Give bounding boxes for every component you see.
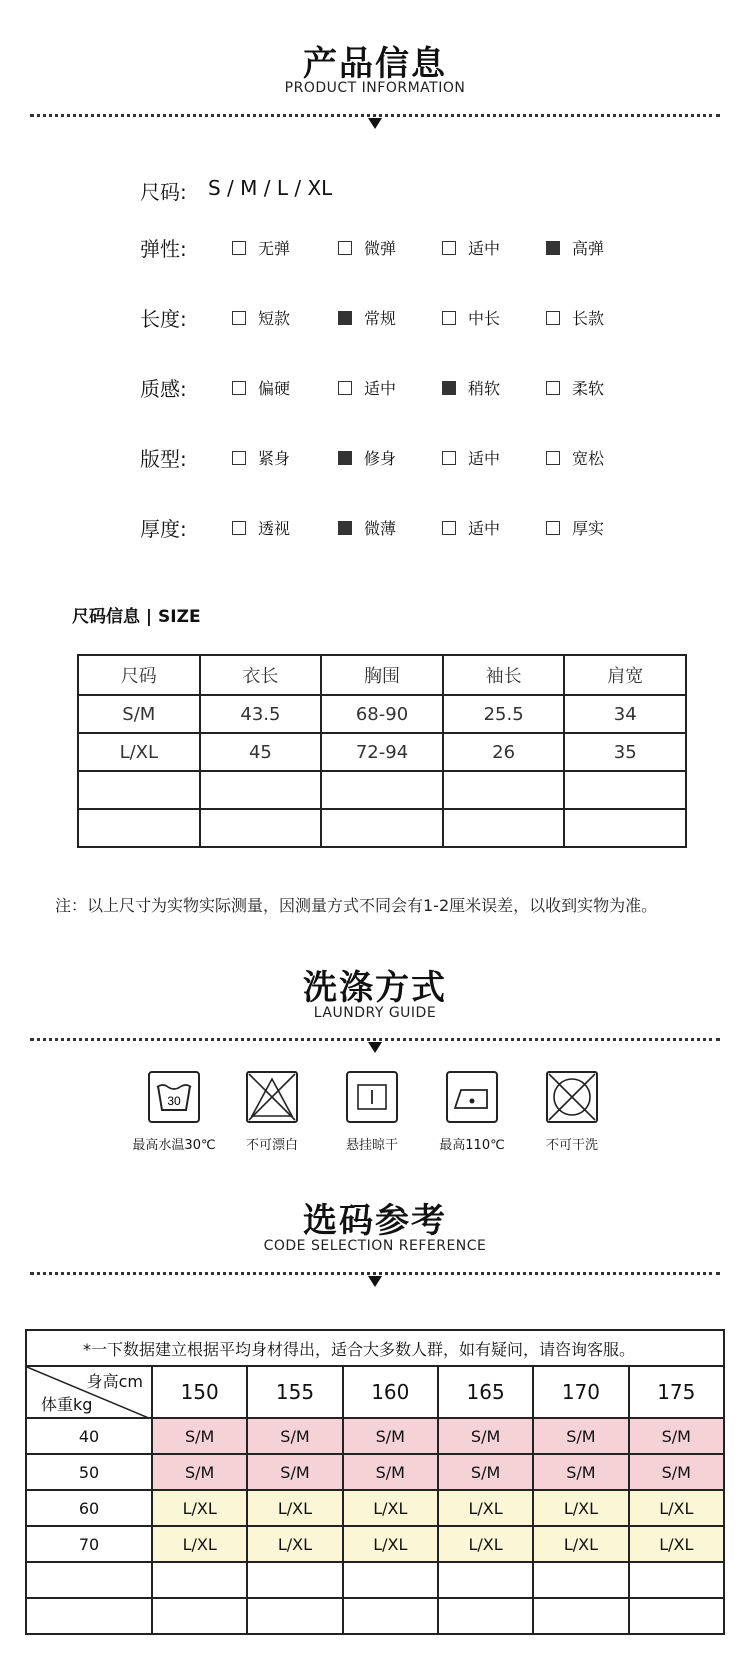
option-label: 适中 [468,519,501,538]
table-row [26,1562,724,1598]
weight-cell [26,1598,152,1634]
option-label: 适中 [468,239,501,258]
size-recommendation-cell [533,1598,628,1634]
table-cell [564,771,686,809]
table-header-cell: 衣长 [200,655,322,695]
attribute-option [442,446,500,469]
option-label: 厚实 [572,519,605,538]
height-axis-label: 身高cm [86,1372,143,1391]
size-recommendation-cell: L/XL [438,1490,533,1526]
size-recommendation-cell [533,1562,628,1598]
attribute-option [546,376,604,399]
weight-cell: 50 [26,1454,152,1490]
height-header-cell: 175 [629,1366,724,1418]
table-cell: 45 [200,733,322,771]
checkbox-empty-icon [232,521,246,535]
checkbox-checked-icon [442,381,456,395]
size-recommendation-cell: L/XL [152,1526,247,1562]
table-row [26,1454,724,1490]
attribute-option [546,306,604,329]
table-cell [443,809,565,847]
size-recommendation-cell: S/M [247,1418,342,1454]
hang-dry-icon-item [322,1070,422,1153]
checkbox-empty-icon [546,521,560,535]
size-recommendation-cell: L/XL [629,1526,724,1562]
size-recommendation-cell: L/XL [247,1526,342,1562]
size-recommendation-cell [438,1598,533,1634]
weight-cell: 40 [26,1418,152,1454]
size-recommendation-cell [247,1598,342,1634]
arrow-down-icon [368,118,382,129]
weight-cell: 70 [26,1526,152,1562]
checkbox-checked-icon [546,241,560,255]
size-recommendation-cell: S/M [343,1418,438,1454]
table-header-cell: 肩宽 [564,655,686,695]
corner-cell [26,1366,152,1418]
size-recommendation-cell: L/XL [533,1526,628,1562]
table-row [78,695,686,733]
size-note: 注：以上尺寸为实物实际测量，因测量方式不同会有1-2厘米误差，以收到实物为准。 [55,896,658,915]
checkbox-empty-icon [232,381,246,395]
size-value: S / M / L / XL [208,176,333,200]
attribute-option [546,516,604,539]
table-row [26,1526,724,1562]
size-recommendation-cell: S/M [629,1418,724,1454]
attribute-option [338,306,396,329]
size-recommendation-cell [629,1598,724,1634]
option-label: 常规 [364,309,397,328]
size-recommendation-cell [152,1562,247,1598]
option-label: 宽松 [572,449,605,468]
option-label: 柔软 [572,379,605,398]
table-cell: 35 [564,733,686,771]
size-recommendation-cell: L/XL [629,1490,724,1526]
size-recommendation-cell: L/XL [152,1490,247,1526]
reference-title: 选码参考 [303,1201,447,1241]
checkbox-empty-icon [546,381,560,395]
table-cell [78,771,200,809]
size-recommendation-cell: L/XL [533,1490,628,1526]
attribute-option [442,236,500,259]
table-cell: 68-90 [321,695,443,733]
attribute-label: 弹性: [140,237,187,261]
size-recommendation-cell [343,1562,438,1598]
checkbox-empty-icon [546,311,560,325]
checkbox-checked-icon [338,451,352,465]
checkbox-empty-icon [338,381,352,395]
height-header-cell: 155 [247,1366,342,1418]
table-cell [78,809,200,847]
no-bleach-icon-item [222,1070,322,1153]
size-recommendation-cell: S/M [533,1454,628,1490]
size-recommendation-cell: S/M [629,1454,724,1490]
checkbox-empty-icon [338,241,352,255]
reference-notice: *一下数据建立根据平均身材得出，适合大多数人群，如有疑问，请咨询客服。 [26,1330,724,1366]
height-header-cell: 160 [343,1366,438,1418]
option-label: 微薄 [364,519,397,538]
table-cell [443,771,565,809]
attribute-option [232,376,290,399]
table-cell: 43.5 [200,695,322,733]
option-label: 稍软 [468,379,501,398]
table-header-row [78,655,686,695]
size-recommendation-cell: S/M [438,1454,533,1490]
attribute-label: 厚度: [140,517,187,541]
divider [30,1038,720,1041]
table-row [78,771,686,809]
table-header-cell: 尺码 [78,655,200,695]
option-label: 适中 [468,449,501,468]
size-recommendation-cell: S/M [152,1418,247,1454]
attribute-option [338,516,396,539]
size-recommendation-cell [343,1598,438,1634]
attribute-option [442,376,500,399]
table-cell: 72-94 [321,733,443,771]
height-header-cell: 170 [533,1366,628,1418]
attribute-option [232,306,290,329]
attribute-option [338,446,396,469]
iron-110-icon-item [422,1070,522,1153]
option-label: 修身 [364,449,397,468]
size-recommendation-cell [247,1562,342,1598]
attribute-option [338,236,396,259]
product-info-title: 产品信息 [303,44,447,84]
table-header-cell: 胸围 [321,655,443,695]
table-cell: L/XL [78,733,200,771]
attribute-option [546,446,604,469]
size-recommendation-cell: L/XL [343,1526,438,1562]
size-reference-table [25,1329,725,1635]
table-row [26,1598,724,1634]
hang-dry-icon [345,1070,399,1124]
table-cell: 25.5 [443,695,565,733]
size-recommendation-cell [438,1562,533,1598]
option-label: 长款 [572,309,605,328]
option-label: 偏硬 [258,379,291,398]
attribute-option [232,516,290,539]
table-cell: S/M [78,695,200,733]
option-label: 高弹 [572,239,605,258]
size-recommendation-cell: L/XL [343,1490,438,1526]
wash-30-icon [147,1070,201,1124]
dry-label: 悬挂晾干 [345,1138,398,1153]
laundry-title: 洗涤方式 [303,968,447,1008]
iron-label: 最高110℃ [439,1138,505,1153]
size-recommendation-cell: S/M [247,1454,342,1490]
option-label: 无弹 [258,239,291,258]
bleach-label: 不可漂白 [245,1138,298,1153]
attribute-option [232,446,290,469]
table-cell [321,809,443,847]
table-row [26,1418,724,1454]
table-cell [564,809,686,847]
checkbox-checked-icon [338,311,352,325]
divider [30,1272,720,1275]
table-header-cell: 袖长 [443,655,565,695]
weight-cell: 60 [26,1490,152,1526]
no-bleach-icon [245,1070,299,1124]
checkbox-empty-icon [546,451,560,465]
attribute-label: 长度: [140,307,187,331]
weight-cell [26,1562,152,1598]
size-recommendation-cell [152,1598,247,1634]
checkbox-empty-icon [232,451,246,465]
checkbox-empty-icon [442,311,456,325]
arrow-down-icon [368,1276,382,1287]
wash-label: 最高水温30℃ [132,1138,216,1153]
size-recommendation-cell: S/M [533,1418,628,1454]
size-recommendation-cell: S/M [438,1418,533,1454]
attribute-option [232,236,290,259]
iron-110-icon [445,1070,499,1124]
height-header-cell: 150 [152,1366,247,1418]
wash-30-icon-item [124,1070,224,1153]
table-row [78,733,686,771]
no-dryclean-icon-item [522,1070,622,1153]
checkbox-empty-icon [442,241,456,255]
attribute-option [338,376,396,399]
option-label: 适中 [364,379,397,398]
size-info-heading: 尺码信息 | SIZE [72,607,201,627]
table-cell [200,809,322,847]
checkbox-empty-icon [442,521,456,535]
attribute-label: 质感: [140,377,187,401]
option-label: 中长 [468,309,501,328]
option-label: 透视 [258,519,291,538]
table-cell [200,771,322,809]
no-dryclean-icon [545,1070,599,1124]
size-recommendation-cell [629,1562,724,1598]
table-cell [321,771,443,809]
attribute-option [546,236,604,259]
laundry-subtitle: LAUNDRY GUIDE [313,1005,437,1021]
size-recommendation-cell: S/M [152,1454,247,1490]
table-row [78,809,686,847]
height-header-cell: 165 [438,1366,533,1418]
checkbox-empty-icon [232,311,246,325]
attribute-option [442,306,500,329]
table-cell: 26 [443,733,565,771]
reference-subtitle: CODE SELECTION REFERENCE [263,1238,487,1254]
option-label: 微弹 [364,239,397,258]
option-label: 短款 [258,309,291,328]
divider [30,114,720,117]
size-recommendation-cell: L/XL [247,1490,342,1526]
option-label: 紧身 [258,449,291,468]
checkbox-empty-icon [442,451,456,465]
weight-axis-label: 体重kg [41,1395,93,1414]
checkbox-checked-icon [338,521,352,535]
size-recommendation-cell: L/XL [438,1526,533,1562]
size-label: 尺码: [140,180,187,204]
arrow-down-icon [368,1042,382,1053]
checkbox-empty-icon [232,241,246,255]
wash-temp-badge: 30 [167,1094,181,1108]
table-cell: 34 [564,695,686,733]
size-table [77,654,687,848]
product-info-subtitle: PRODUCT INFORMATION [284,80,466,96]
dryclean-label: 不可干洗 [545,1138,598,1153]
size-recommendation-cell: S/M [343,1454,438,1490]
attribute-label: 版型: [140,447,187,471]
attribute-option [442,516,500,539]
table-row [26,1490,724,1526]
